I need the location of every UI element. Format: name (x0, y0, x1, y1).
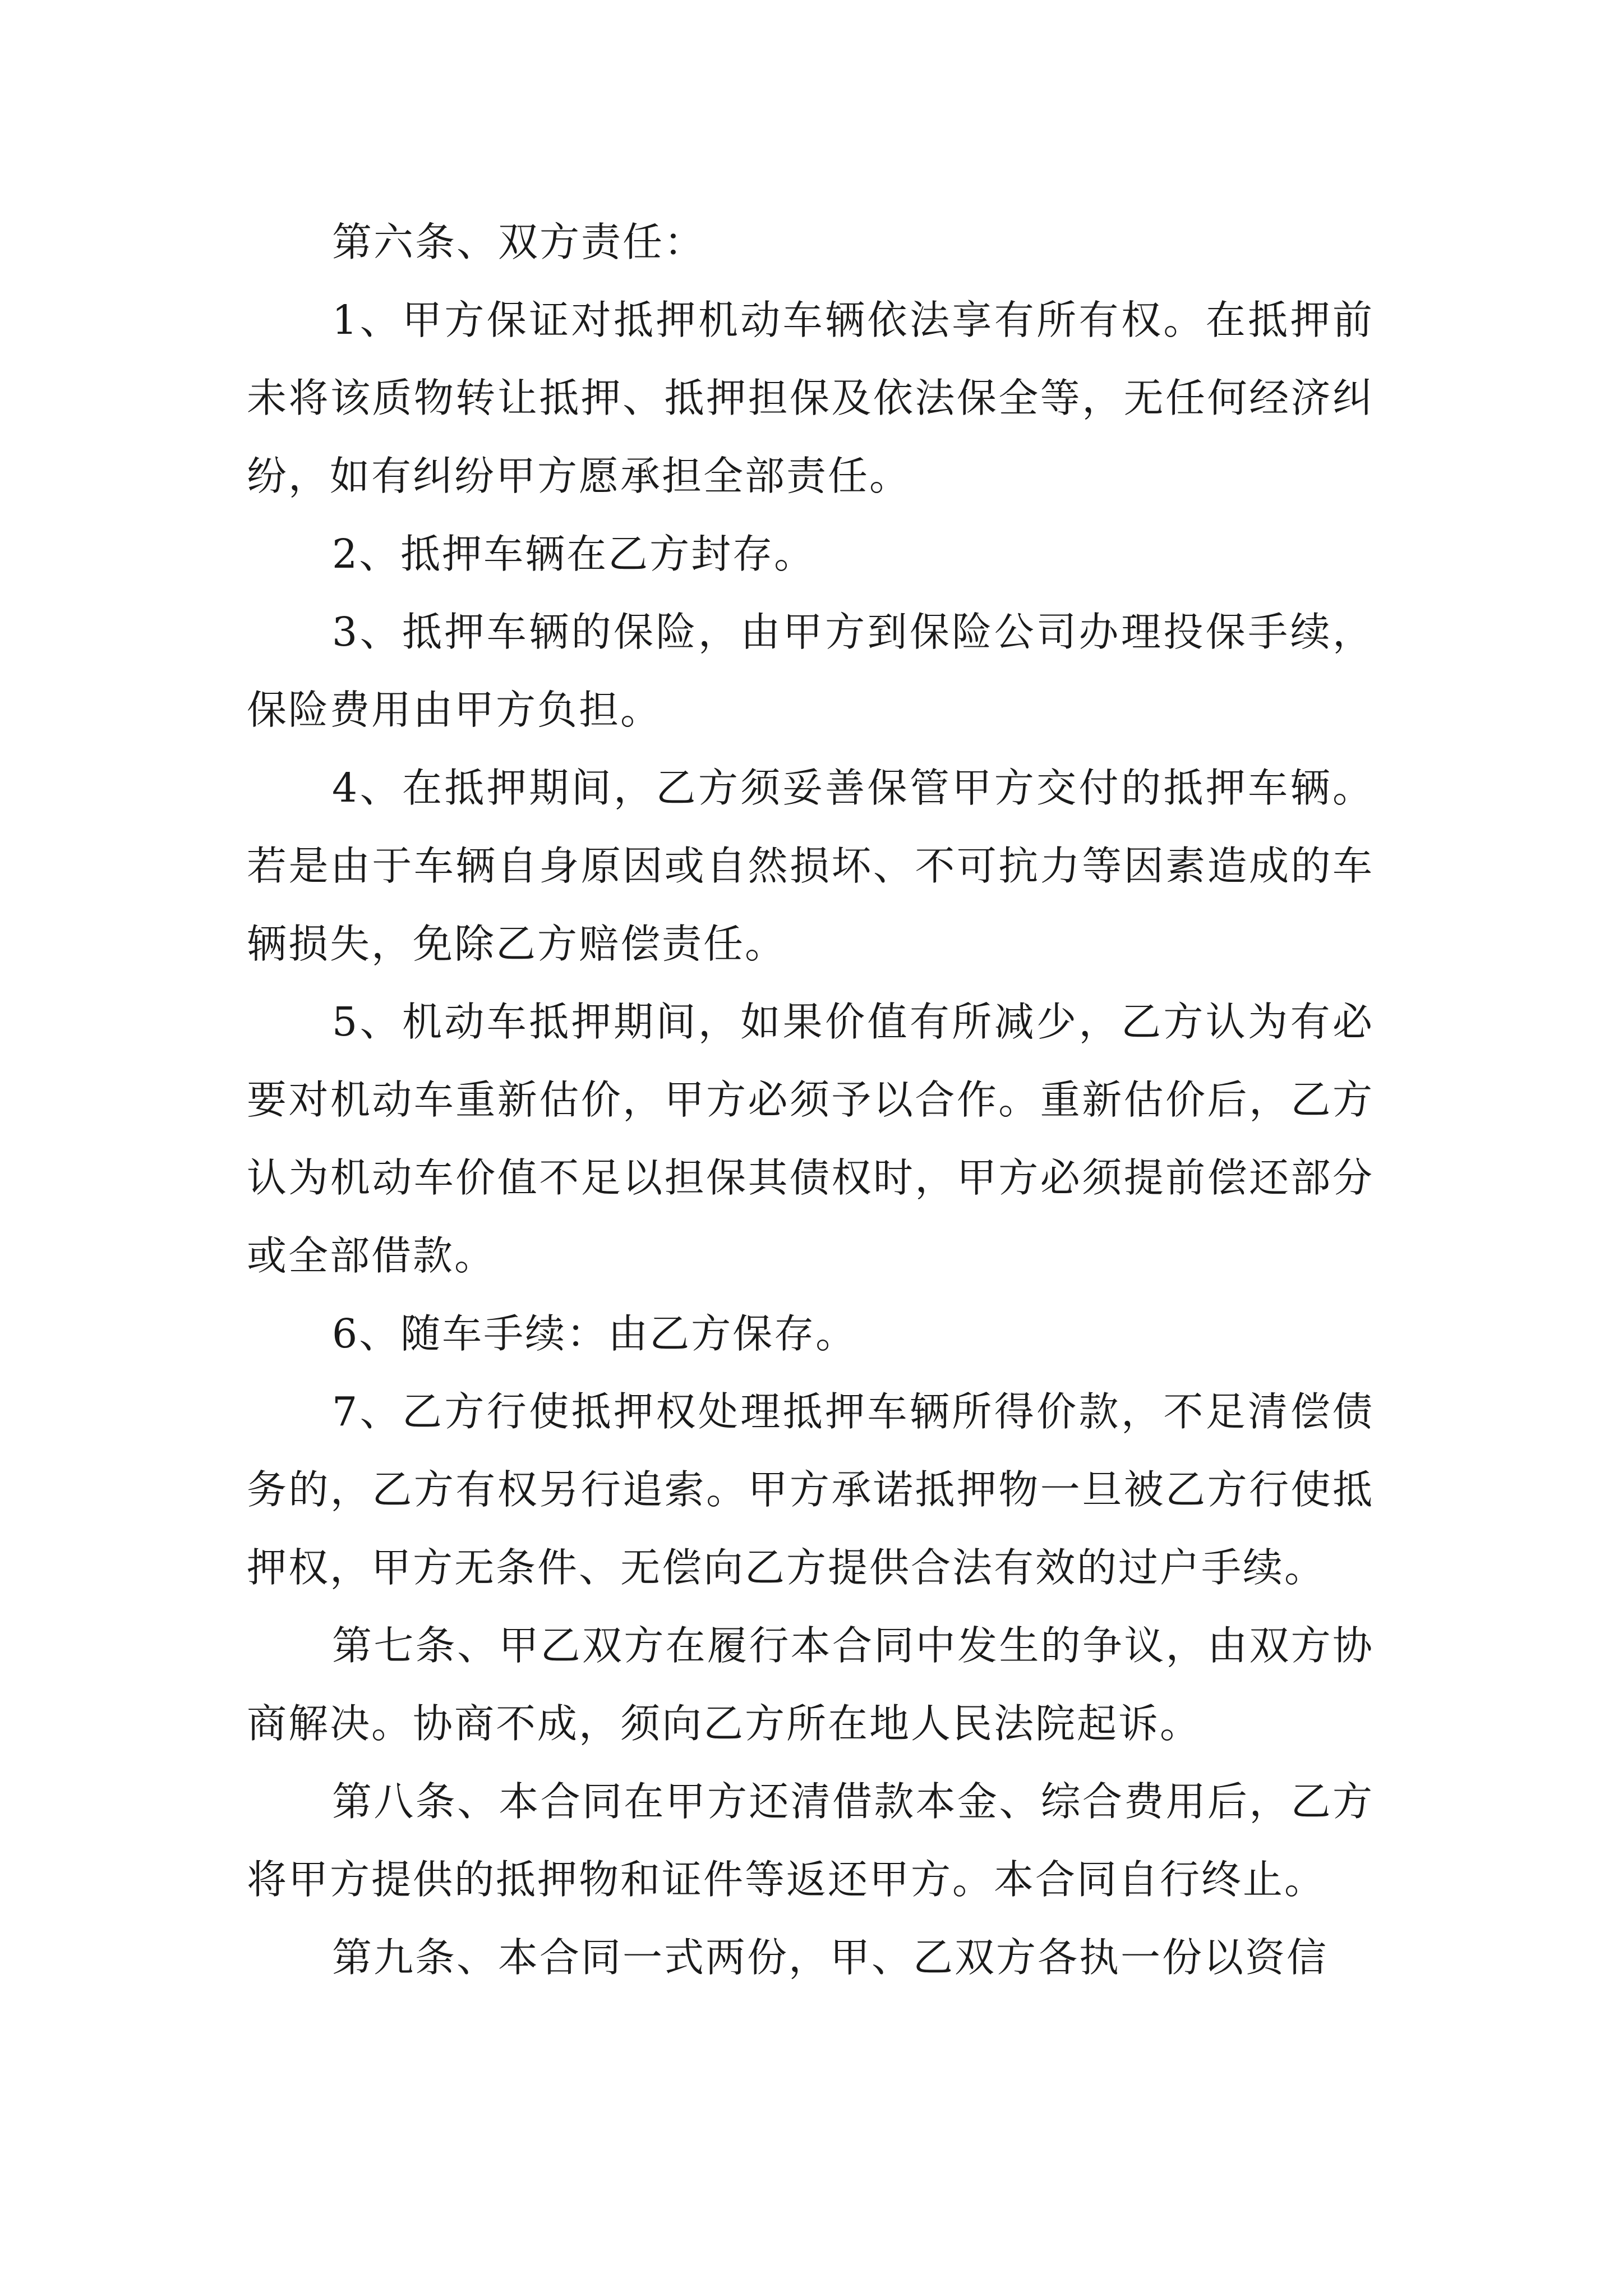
clause-4-paragraph: 4、在抵押期间，乙方须妥善保管甲方交付的抵押车辆。若是由于车辆自身原因或自然损坏、不可抗力等因素造成的车辆损失，免除乙方赔偿责任。 (247, 765, 1374, 967)
contract-body (247, 203, 1374, 1996)
article-7-paragraph: 第七条、甲乙双方在履行本合同中发生的争议，由双方协商解决。协商不成，须向乙方所在地人民法院起诉。 (247, 1622, 1374, 1747)
clause-7-paragraph: 7、乙方行使抵押权处理抵押车辆所得价款，不足清偿债务的，乙方有权另行追索。甲方承诺抵押物一旦被乙方行使抵押权，甲方无条件、无偿向乙方提供合法有效的过户手续。 (247, 1388, 1374, 1591)
clause-3-paragraph: 3、抵押车辆的保险，由甲方到保险公司办理投保手续，保险费用由甲方负担。 (247, 609, 1374, 733)
clause-2-paragraph: 2、抵押车辆在乙方封存。 (332, 531, 816, 577)
clause-1-paragraph: 1、甲方保证对抵押机动车辆依法享有所有权。在抵押前未将该质物转让抵押、抵押担保及依法保全等，无任何经济纠纷，如有纠纷甲方愿承担全部责任。 (247, 297, 1374, 499)
clause-5-paragraph: 5、机动车抵押期间，如果价值有所减少，乙方认为有必要对机动车重新估价，甲方必须予以合作。重新估价后，乙方认为机动车价值不足以担保其债权时，甲方必须提前偿还部分或全部借款。 (247, 999, 1374, 1279)
clause-6-paragraph: 6、随车手续：由乙方保存。 (332, 1310, 857, 1357)
article-6-heading: 第六条、双方责任： (332, 219, 706, 265)
article-9-paragraph: 第九条、本合同一式两份，甲、乙双方各执一份以资信 (332, 1934, 1329, 1981)
article-8-paragraph: 第八条、本合同在甲方还清借款本金、综合费用后，乙方将甲方提供的抵押物和证件等返还甲方。本合同自行终止。 (247, 1778, 1374, 1903)
